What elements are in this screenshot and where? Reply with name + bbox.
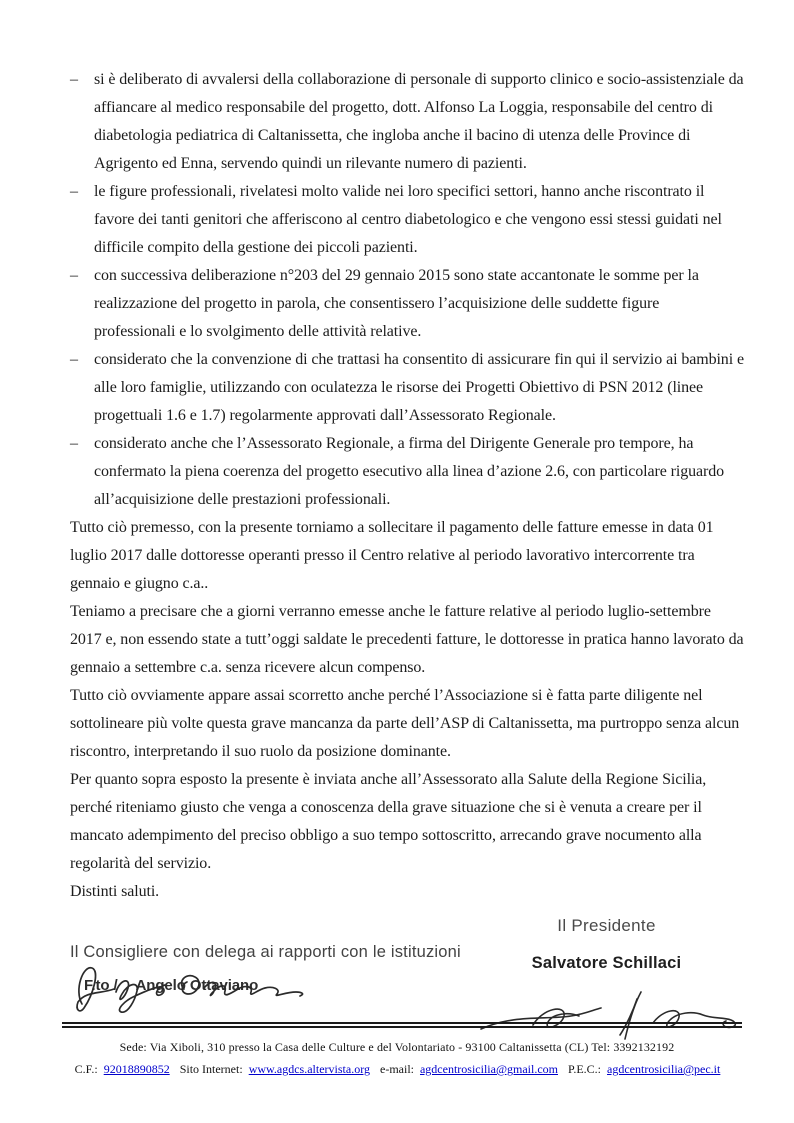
paragraph: Tutto ciò premesso, con la presente torniamo a sollecitare il pagamento delle fatture emesse in data 01 luglio 2017 dalle dottoresse operanti presso il Centro relative al periodo lavorativo intercorrente tra gennaio e giugno c.a..: [70, 519, 714, 592]
bullet-marker: –: [70, 435, 78, 452]
cf-link[interactable]: 92018890852: [103, 1062, 170, 1076]
bullet-text: con successiva deliberazione n°203 del 29 gennaio 2015 sono state accantonate le somme per la realizzazione del progetto in parola, che consentissero l’acquisizione delle suddette figure professionali e lo svolgimento delle attività relative.: [94, 267, 699, 340]
consigliere-signature-area: [70, 912, 469, 1053]
bullet-item: [70, 262, 744, 346]
paragraph: Tutto ciò ovviamente appare assai scorretto anche perché l’Associazione si è fatta parte diligente nel sottolineare più volte questa grave mancanza da parte dell’ASP di Caltanissetta, ma purtroppo senza alcun riscontro, interpretando il suo ruolo da posizione dominante.: [70, 687, 740, 760]
ottaviano-signature-image: [64, 956, 314, 1018]
letter-body: [70, 66, 744, 1053]
signature-block: [70, 912, 744, 1053]
consigliere-name: Angelo Ottaviano: [135, 977, 259, 994]
bullet-text: considerato che la convenzione di che trattasi ha consentito di assicurare fin qui il servizio ai bambini e alle loro famiglie, utilizzando con oculatezza le risorse dei Progetti Obiettivo di PSN 2012 (linee progettuali 1.6 e 1.7) regolarmente approvati dall’Assessorato Regionale.: [94, 351, 744, 424]
cf-label: C.F.:: [74, 1062, 98, 1076]
email-link[interactable]: agdcentrosicilia@gmail.com: [419, 1062, 558, 1076]
bullet-text: considerato anche che l’Assessorato Regionale, a firma del Dirigente Generale pro tempore, ha confermato la piena coerenza del progetto esecutivo alla linea d’azione 2.6, con particolare riguardo all’acquisizione delle prestazioni professionali.: [94, 435, 725, 508]
bullet-marker: –: [70, 351, 78, 368]
bullet-item: [70, 178, 744, 262]
bullet-marker: –: [70, 267, 78, 284]
bullet-item: [70, 346, 744, 430]
closing-salutation: Distinti saluti.: [70, 883, 160, 900]
bullet-marker: –: [70, 183, 78, 200]
president-title: Il Presidente: [557, 916, 656, 935]
bullet-item: [70, 66, 744, 178]
pec-label: P.E.C.:: [568, 1062, 602, 1076]
bullet-item: [70, 430, 744, 514]
footer-contacts-line: [0, 1062, 794, 1077]
paragraph: Teniamo a precisare che a giorni verranno emesse anche le fatture relative al periodo luglio-settembre 2017 e, non essendo state a tutt’oggi saldate le precedenti fatture, le dottoresse in pratica hanno lavorato da gennaio a settembre c.a. senza ricevere alcun compenso.: [70, 603, 744, 676]
president-name: Salvatore Schillaci: [531, 954, 682, 972]
footer-divider-rule: [62, 1022, 742, 1028]
site-label: Sito Internet:: [179, 1062, 243, 1076]
email-label: e-mail:: [380, 1062, 414, 1076]
bullet-text: si è deliberato di avvalersi della collaborazione di personale di supporto clinico e socio-assistenziale da affiancare al medico responsabile del progetto, dott. Alfonso La Loggia, responsabile del centro di diabetologia pediatrica di Caltanissetta, che ingloba anche il bacino di utenza delle Province di Agrigento ed Enna, servendo quindi un rilevante numero di pazienti.: [94, 71, 744, 172]
schillaci-signature-image: [473, 989, 741, 1043]
president-signature-area: [469, 912, 744, 1053]
consigliere-role: Il Consigliere con delega ai rapporti con le istituzioni: [70, 943, 461, 961]
pec-link[interactable]: agdcentrosicilia@pec.it: [607, 1062, 721, 1076]
footer-address-line: Sede: Via Xiboli, 310 presso la Casa delle Culture e del Volontariato - 93100 Caltanissetta (CL) Tel: 3392132192: [119, 1040, 675, 1054]
bullet-text: le figure professionali, rivelatesi molto valide nei loro specifici settori, hanno anche riscontrato il favore dei tanti genitori che afferiscono al centro diabetologico e che vengono essi stessi guidati nel difficile compito della gestione dei piccoli pazienti.: [94, 183, 722, 256]
site-link[interactable]: www.agdcs.altervista.org: [248, 1062, 370, 1076]
fto-label: F.to /: [84, 977, 118, 994]
paragraph: Per quanto sopra esposto la presente è inviata anche all’Assessorato alla Salute della Regione Sicilia, perché riteniamo giusto che venga a conoscenza della grave situazione che si è venuta a creare per il mancato adempimento del preciso obbligo a suo tempo sottoscritto, arrecando grave nocumento alla regolarità del servizio.: [70, 771, 707, 872]
bullet-marker: –: [70, 71, 78, 88]
